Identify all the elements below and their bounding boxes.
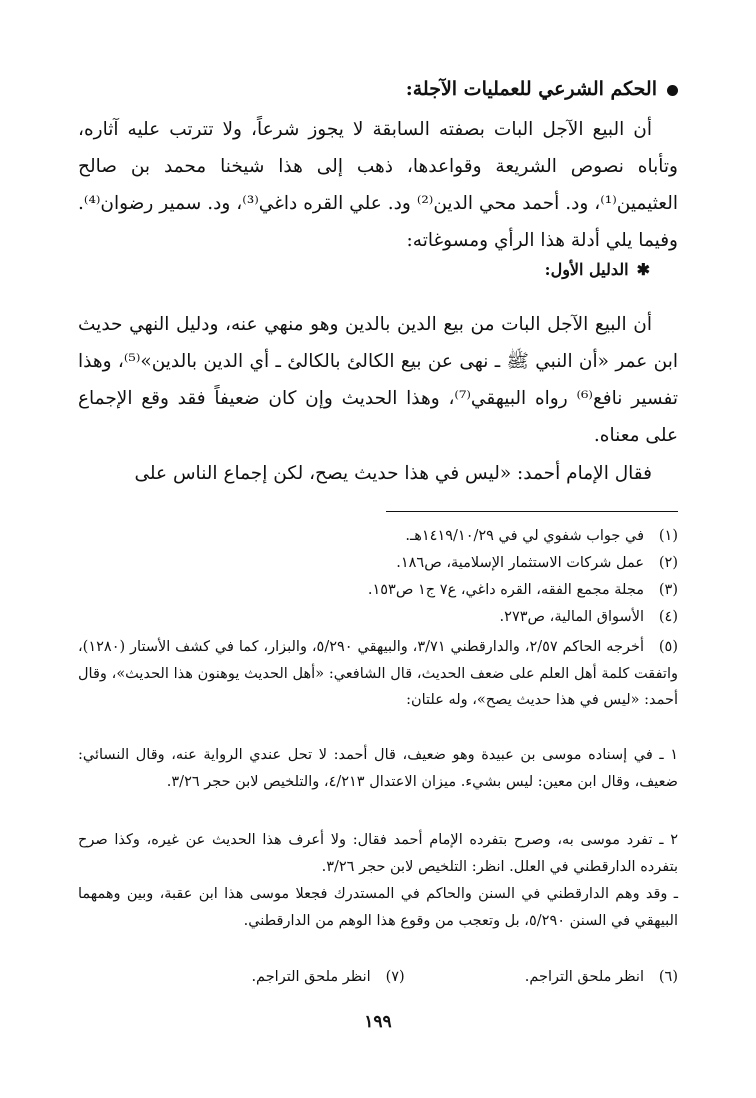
footnote-text: ٢ ـ تفرد موسى به، وصرح بتفرده الإمام أحمد فقال: ولا أعرف هذا الحديث عن غيره، وكذا صرح بتفرده الدارقطني في العلل. انظر: التلخيص لابن حجر ٣/٢٦. <box>78 832 678 875</box>
footnote-text: الأسواق المالية، ص٢٧٣. <box>499 609 644 625</box>
footnote-number: (٦) <box>658 969 678 985</box>
paragraph-3: فقال الإمام أحمد: «ليس في هذا حديث يصح، لكن إجماع الناس على <box>134 463 652 484</box>
footnote-number: (٥) <box>658 639 679 655</box>
footnote-text: ١ ـ في إسناده موسى بن عبيدة وهو ضعيف، قال أحمد: لا تحل عندي الرواية عنه، وقال النسائي: ضعيف، وقال ابن معين: ليس بشيء. ميزان الاعتدال ٤/٢١٣، والتلخيص لابن حجر ٣/٢٦. <box>78 747 678 790</box>
star-icon: ✱ <box>636 260 650 279</box>
paragraph-1: أن البيع الآجل البات بصفته السابقة لا يجوز شرعاً، ولا تترتب عليه آثاره، وتأباه نصوص الشريعة وقواعدها، ذهب إلى هذا شيخنا محمد بن صالح العثيمين⁽¹⁾، ود. أحمد محي الدين⁽²⁾ ود. علي القره داغي⁽³⁾، ود. سمير رضوان⁽⁴⁾. وفيما يلي أدلة هذا الرأي ومسوغاته: <box>78 119 678 251</box>
footnote-3 <box>78 577 678 603</box>
page-number: ١٩٩ <box>364 1012 392 1032</box>
paragraph-2: أن البيع الآجل البات من بيع الدين بالدين وهو منهي عنه، ودليل النهي حديث ابن عمر «أن النبي ﷺ ـ نهى عن بيع الكالئ بالكالئ ـ أي الدين بالدين»⁽⁵⁾، وهذا تفسير نافع⁽⁶⁾ رواه البيهقي⁽⁷⁾، وهذا الحديث وإن كان ضعيفاً فقد وقع الإجماع على معناه. <box>78 314 679 446</box>
footnote-divider <box>386 511 678 512</box>
footnote-number: (١) <box>658 528 678 544</box>
footnote-5-cause-2 <box>78 827 678 881</box>
footnote-text: انظر ملحق التراجم. <box>251 969 371 985</box>
footnote-text: أخرجه الحاكم ٢/٥٧، والدارقطني ٣/٧١، والبيهقي ٥/٢٩٠، والبزار، كما في كشف الأستار (١٢٨٠)، واتفقت كلمة أهل العلم على ضعف الحديث، قال الشافعي: «أهل الحديث يوهنون هذا الحديث»، وقال أحمد: «ليس في هذا حديث يصح»، وله علتان: <box>78 639 678 708</box>
footnote-number: (٢) <box>658 555 678 571</box>
footnote-5 <box>78 634 678 714</box>
section-heading <box>78 74 678 104</box>
footnote-text: في جواب شفوي لي في ١٤١٩/١٠/٢٩هـ. <box>405 528 644 544</box>
footnote-text: عمل شركات الاستثمار الإسلامية، ص١٨٦. <box>396 555 644 571</box>
footnote-number: (٤) <box>658 609 678 625</box>
footnote-4 <box>78 604 678 630</box>
subheading <box>545 260 650 279</box>
footnote-5-note <box>78 881 678 935</box>
footnote-text: ـ وقد وهم الدارقطني في السنن والحاكم في المستدرك فجعلا موسى هذا ابن عقبة، وبين وهمهما البيهقي في السنن ٥/٢٩٠، بل وتعجب من وقوع هذا الوهم من الدارقطني. <box>78 886 678 929</box>
footnote-text: انظر ملحق التراجم. <box>524 969 644 985</box>
subheading-text: الدليل الأول: <box>544 260 629 279</box>
footnote-5-cause-1 <box>78 742 678 796</box>
footnote-number: (٧) <box>385 969 405 985</box>
footnote-6-7 <box>78 964 678 990</box>
bullet-icon <box>667 85 678 96</box>
footnote-number: (٣) <box>658 582 678 598</box>
footnote-text: مجلة مجمع الفقه، القره داغي، ع٧ ج١ ص١٥٣. <box>367 582 644 598</box>
section-heading-text: الحكم الشرعي للعمليات الآجلة: <box>405 78 657 100</box>
footnote-1 <box>78 523 678 549</box>
footnote-2 <box>78 550 678 576</box>
